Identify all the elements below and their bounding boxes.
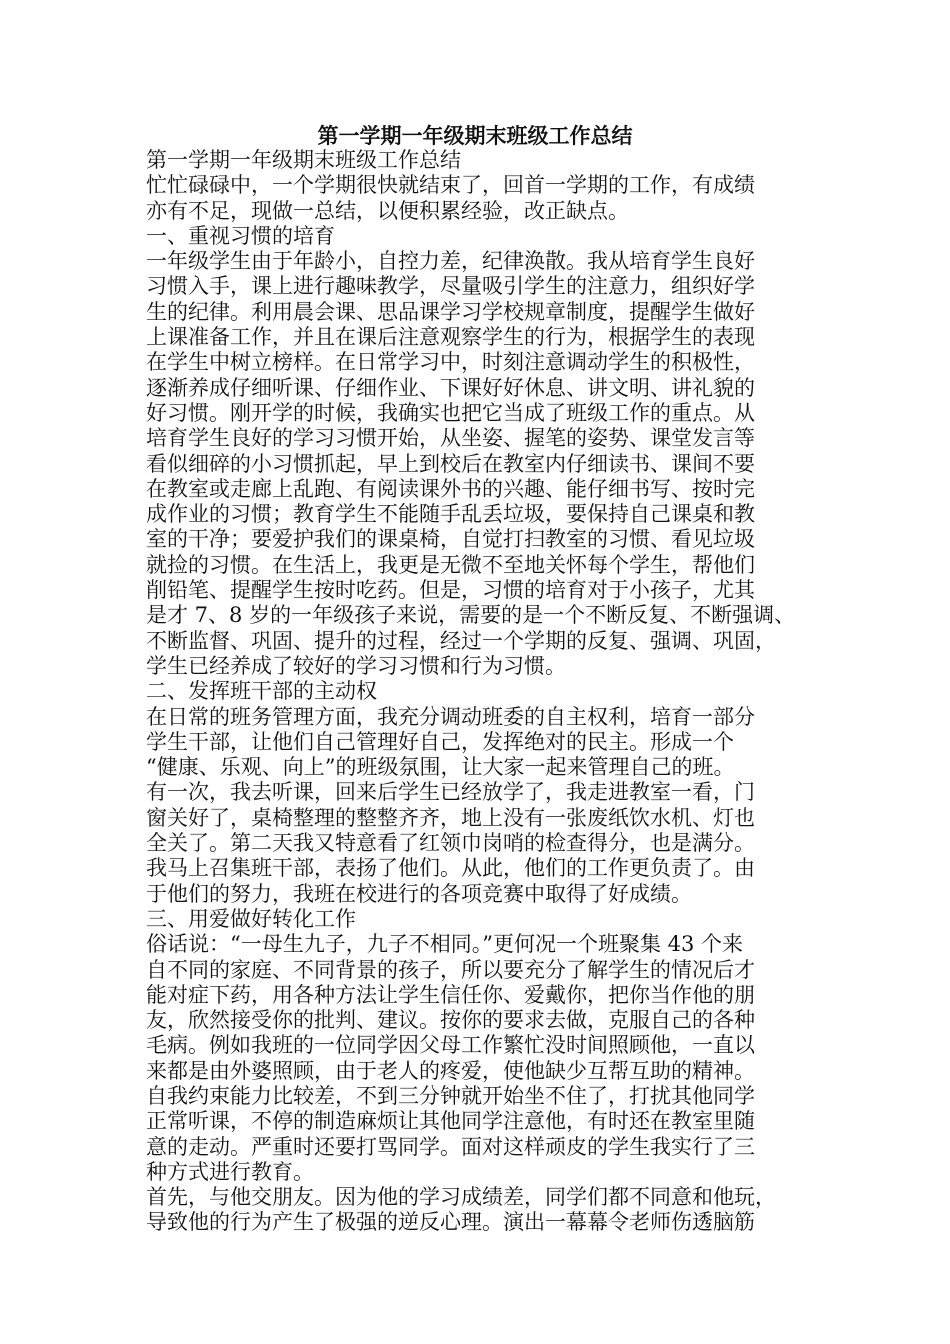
text-line: 学生已经养成了较好的学习习惯和行为习惯。 (146, 653, 566, 678)
text-line: 亦有不足，现做一总结，以便积累经验，改正缺点。 (146, 198, 629, 223)
text-line: 好习惯。刚开学的时候，我确实也把它当成了班级工作的重点。从 (146, 400, 755, 425)
text-line: 我马上召集班干部，表扬了他们。从此，他们的工作更负责了。由 (146, 856, 755, 881)
text-line: 种方式进行教育。 (146, 1159, 314, 1184)
document-title: 第一学期一年级期末班级工作总结 (317, 123, 633, 148)
text-line: 在教室或走廊上乱跑、有阅读课外书的兴趣、能仔细书写、按时完 (146, 476, 755, 501)
text-line: 导致他的行为产生了极强的逆反心理。演出一幕幕令老师伤透脑筋 (146, 1210, 755, 1235)
text-line: 于他们的努力，我班在校进行的各项竞赛中取得了好成绩。 (146, 881, 692, 906)
text-line: 看似细碎的小习惯抓起，早上到校后在教室内仔细读书、课间不要 (146, 451, 755, 476)
text-line: 二、发挥班干部的主动权 (146, 679, 377, 704)
text-line: 意的走动。严重时还要打骂同学。面对这样顽皮的学生我实行了三 (146, 1134, 755, 1159)
text-line: 正常听课，不停的制造麻烦让其他同学注意他，有时还在教室里随 (146, 1109, 755, 1134)
text-line: 自不同的家庭、不同背景的孩子，所以要充分了解学生的情况后才 (146, 957, 755, 982)
text-line: 成作业的习惯；教育学生不能随手乱丢垃圾，要保持自己课桌和教 (146, 502, 755, 527)
text-line: 忙忙碌碌中，一个学期很快就结束了，回首一学期的工作，有成绩 (146, 173, 755, 198)
text-line: 是才 7、8 岁的一年级孩子来说，需要的是一个不断反复、不断强调、 (146, 603, 796, 628)
text-line: 毛病。例如我班的一位同学因父母工作繁忙没时间照顾他，一直以 (146, 1033, 755, 1058)
text-line: 逐渐养成仔细听课、仔细作业、下课好好休息、讲文明、讲礼貌的 (146, 375, 755, 400)
text-line: 俗话说：“一母生九子，九子不相同。”更何况一个班聚集 43 个来 (146, 932, 744, 957)
text-line: 三、用爱做好转化工作 (146, 906, 356, 931)
text-line: 削铅笔、提醒学生按时吃药。但是，习惯的培育对于小孩子，尤其 (146, 578, 755, 603)
text-line: 友，欣然接受你的批判、建议。按你的要求去做，克服自己的各种 (146, 1008, 755, 1033)
text-line: 全关了。第二天我又特意看了红领巾岗哨的检查得分，也是满分。 (146, 831, 755, 856)
text-line: 学生干部，让他们自己管理好自己，发挥绝对的民主。形成一个 (146, 729, 734, 754)
text-line: “健康、乐观、向上”的班级氛围，让大家一起来管理自己的班。 (146, 755, 735, 780)
text-line: 就捡的习惯。在生活上，我更是无微不至地关怀每个学生，帮他们 (146, 552, 755, 577)
text-line: 生的纪律。利用晨会课、思品课学习学校规章制度，提醒学生做好 (146, 299, 755, 324)
text-line: 一、重视习惯的培育 (146, 223, 335, 248)
text-line: 室的干净；要爱护我们的课桌椅，自觉打扫教室的习惯、看见垃圾 (146, 527, 755, 552)
document-body (146, 148, 826, 1236)
text-line: 第一学期一年级期末班级工作总结 (146, 148, 461, 172)
text-line: 有一次，我去听课，回来后学生已经放学了，我走进教室一看，门 (146, 780, 755, 805)
text-line: 不断监督、巩固、提升的过程，经过一个学期的反复、强调、巩固， (146, 628, 776, 653)
text-line: 来都是由外婆照顾，由于老人的疼爱，使他缺少互帮互助的精神。 (146, 1058, 755, 1083)
text-line: 培育学生良好的学习习惯开始，从坐姿、握笔的姿势、课堂发言等 (146, 426, 755, 451)
text-line: 自我约束能力比较差，不到三分钟就开始坐不住了，打扰其他同学 (146, 1083, 755, 1108)
text-line: 习惯入手，课上进行趣味教学，尽量吸引学生的注意力，组织好学 (146, 274, 755, 299)
text-line: 在学生中树立榜样。在日常学习中，时刻注意调动学生的积极性， (146, 350, 755, 375)
text-line: 一年级学生由于年龄小，自控力差，纪律涣散。我从培育学生良好 (146, 249, 755, 274)
text-line: 在日常的班务管理方面，我充分调动班委的自主权利，培育一部分 (146, 704, 755, 729)
text-line: 窗关好了，桌椅整理的整整齐齐，地上没有一张废纸饮水机、灯也 (146, 805, 755, 830)
text-line: 首先，与他交朋友。因为他的学习成绩差，同学们都不同意和他玩， (146, 1185, 776, 1210)
text-line: 上课准备工作，并且在课后注意观察学生的行为，根据学生的表现 (146, 325, 755, 350)
text-line: 能对症下药，用各种方法让学生信任你、爱戴你，把你当作他的朋 (146, 982, 755, 1007)
